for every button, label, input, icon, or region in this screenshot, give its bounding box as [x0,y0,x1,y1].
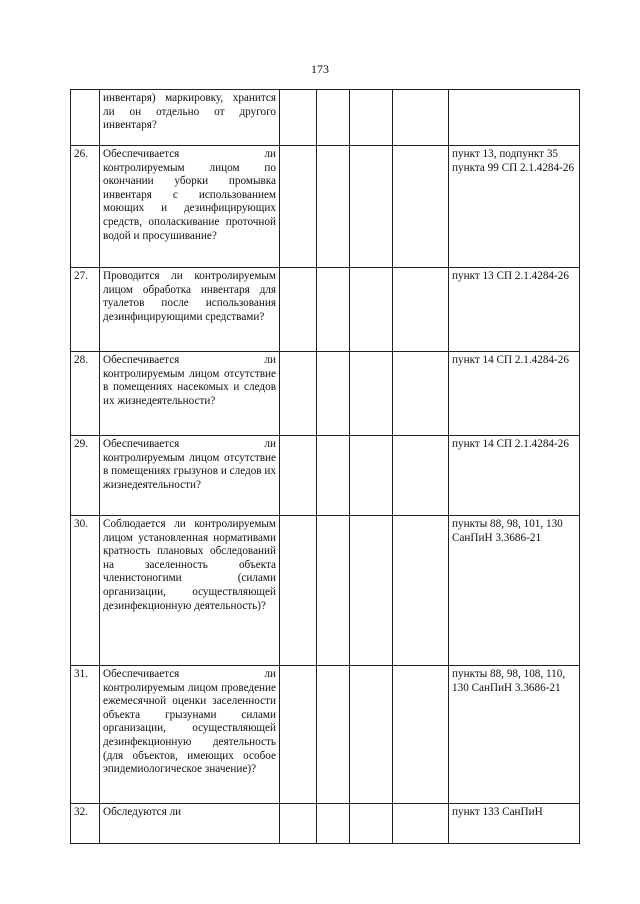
answer-yes-cell [280,352,317,436]
row-number [71,90,100,146]
requirement-question: Проводится ли контролируемым лицом обработка инвентаря для туалетов после использования дезинфицирующими средствами? [100,268,280,352]
answer-yes-cell [280,268,317,352]
legal-reference: пункты 88, 98, 101, 130 СанПиН 3.3686-21 [449,516,580,666]
requirement-question: Обследуются ли [100,804,280,844]
answer-no-cell [317,666,350,804]
row-number: 26. [71,146,100,268]
legal-reference: пункт 133 СанПиН [449,804,580,844]
requirement-question: Обеспечивается ли контролируемым лицом отсутствие в помещениях грызунов и следов их жизнедеятельности? [100,436,280,516]
answer-yes-cell [280,666,317,804]
row-number: 28. [71,352,100,436]
page-number: 173 [311,62,329,76]
legal-reference: пункт 14 СП 2.1.4284-26 [449,436,580,516]
table-row [71,146,580,268]
requirement-question: Обеспечивается ли контролируемым лицом проведение ежемесячной оценки заселенности объекта грызунами силами организации, осуществляющей дезинфекционную деятельность (для объектов, имеющих особое эпидемиологическое значение)? [100,666,280,804]
checklist-table [70,89,580,844]
answer-na-cell [350,804,393,844]
note-cell [393,666,449,804]
note-cell [393,804,449,844]
answer-yes-cell [280,516,317,666]
answer-na-cell [350,268,393,352]
legal-reference [449,90,580,146]
legal-reference: пункт 13 СП 2.1.4284-26 [449,268,580,352]
table-row [71,90,580,146]
note-cell [393,352,449,436]
answer-na-cell [350,90,393,146]
answer-no-cell [317,516,350,666]
answer-yes-cell [280,804,317,844]
answer-no-cell [317,146,350,268]
legal-reference: пункты 88, 98, 108, 110, 130 СанПиН 3.3686-21 [449,666,580,804]
answer-na-cell [350,436,393,516]
note-cell [393,516,449,666]
row-number: 32. [71,804,100,844]
note-cell [393,436,449,516]
legal-reference: пункт 14 СП 2.1.4284-26 [449,352,580,436]
answer-yes-cell [280,146,317,268]
answer-yes-cell [280,90,317,146]
requirement-question: инвентаря) маркировку, хранится ли он отдельно от другого инвентаря? [100,90,280,146]
table-row [71,516,580,666]
row-number: 31. [71,666,100,804]
note-cell [393,146,449,268]
row-number: 29. [71,436,100,516]
note-cell [393,90,449,146]
legal-reference: пункт 13, подпункт 35 пункта 99 СП 2.1.4284-26 [449,146,580,268]
row-number: 27. [71,268,100,352]
row-number: 30. [71,516,100,666]
answer-no-cell [317,352,350,436]
requirement-question: Обеспечивается ли контролируемым лицом по окончании уборки промывка инвентаря с использованием моющих и дезинфицирующих средств, ополаскивание проточной водой и просушивание? [100,146,280,268]
note-cell [393,268,449,352]
table-row [71,352,580,436]
table-row [71,268,580,352]
answer-na-cell [350,666,393,804]
answer-na-cell [350,352,393,436]
answer-no-cell [317,804,350,844]
table-row [71,436,580,516]
requirement-question: Обеспечивается ли контролируемым лицом отсутствие в помещениях насекомых и следов их жизнедеятельности? [100,352,280,436]
table-row [71,804,580,844]
answer-na-cell [350,146,393,268]
answer-no-cell [317,268,350,352]
answer-no-cell [317,90,350,146]
table-row [71,666,580,804]
answer-na-cell [350,516,393,666]
answer-yes-cell [280,436,317,516]
checklist-rows [71,90,580,844]
requirement-question: Соблюдается ли контролируемым лицом установленная нормативами кратность плановых обследований на заселенность объекта членистоногими (силами организации, осуществляющей дезинфекционную деятельность)? [100,516,280,666]
answer-no-cell [317,436,350,516]
